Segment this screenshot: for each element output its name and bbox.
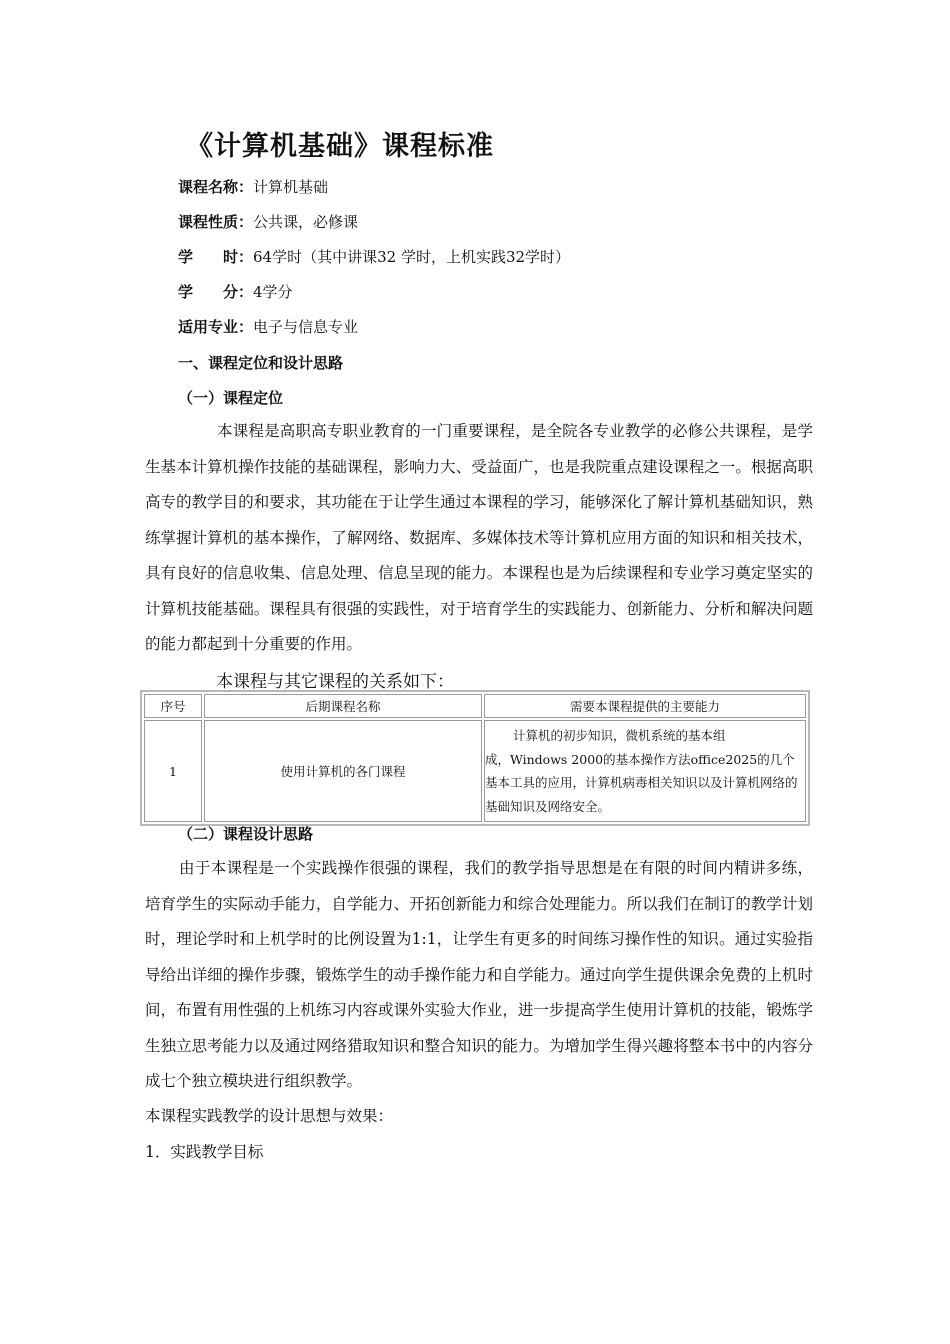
meta-value: 计算机基础 [253,178,329,196]
document-title: 《计算机基础》课程标准 [186,131,494,162]
meta-hours [178,246,570,267]
section-heading: 一、课程定位和设计思路 [178,354,344,372]
cell-ability [484,720,806,822]
subsection-heading-design: （二）课程设计思路 [178,825,314,843]
subsection-heading-positioning: （一）课程定位 [178,389,284,407]
meta-course-name [178,176,328,197]
practice-goal-heading: 1．实践教学目标 [145,1143,264,1161]
cell-no: 1 [144,720,202,822]
relation-caption: 本课程与其它课程的关系如下： [216,672,454,692]
meta-key: 学 时： [178,248,254,266]
meta-value: 电子与信息专业 [253,318,359,336]
meta-major [178,316,358,337]
meta-key: 学 分： [178,283,254,301]
meta-credits [178,281,293,302]
meta-value: 64学时（其中讲课32 学时，上机实践32学时） [253,248,571,266]
meta-key: 课程性质： [178,213,254,231]
meta-key: 课程名称： [178,178,254,196]
ability-rest: 成，Windows 2000的基本操作方法office2025的几个基本工具的应用，计算机病毒相关知识以及计算机网络的基础知识及网络安全。 [485,751,798,814]
table-row [144,720,806,822]
cell-course: 使用计算机的各门课程 [204,720,482,822]
practice-intro: 本课程实践教学的设计思想与效果： [145,1107,394,1125]
ability-line-1: 计算机的初步知识，微机系统的基本组 [513,728,726,743]
table-header-row [144,694,806,718]
header-cell-course: 后期课程名称 [204,694,482,718]
meta-value: 4学分 [253,283,293,301]
header-cell-no: 序号 [144,694,202,718]
meta-key: 适用专业： [178,318,254,336]
relation-table [140,690,810,826]
paragraph-design: 由于本课程是一个实践操作很强的课程，我们的教学指导思想是在有限的时间内精讲多练，培育学生的实际动手能力，自学能力、开拓创新能力和综合处理能力。所以我们在制订的教学计划时，理论学时和上机学时的比例设置为1:1，让学生有更多的时间练习操作性的知识。通过实验指导给出详细的操作步骤，锻炼学生的动手操作能力和自学能力。通过向学生提供课余免费的上机时间，布置有用性强的上机练习内容或课外实验大作业，进一步提高学生使用计算机的技能，锻炼学生独立思考能力以及通过网络猎取知识和整合知识的能力。为增加学生得兴趣将整本书中的内容分成七个独立模块进行组织教学。 [145,859,813,1090]
meta-value: 公共课，必修课 [253,213,359,231]
paragraph-positioning: 本课程是高职高专职业教育的一门重要课程，是全院各专业教学的必修公共课程，是学生基本计算机操作技能的基础课程，影响力大、受益面广，也是我院重点建设课程之一。根据高职高专的教学目的和要求，其功能在于让学生通过本课程的学习，能够深化了解计算机基础知识，熟练掌握计算机的基本操作，了解网络、数据库、多媒体技术等计算机应用方面的知识和相关技术，具有良好的信息收集、信息处理、信息呈现的能力。本课程也是为后续课程和专业学习奠定坚实的计算机技能基础。课程具有很强的实践性，对于培育学生的实践能力、创新能力、分析和解决问题的能力都起到十分重要的作用。 [145,422,813,653]
header-cell-ability: 需要本课程提供的主要能力 [484,694,806,718]
meta-course-nature [178,211,358,232]
